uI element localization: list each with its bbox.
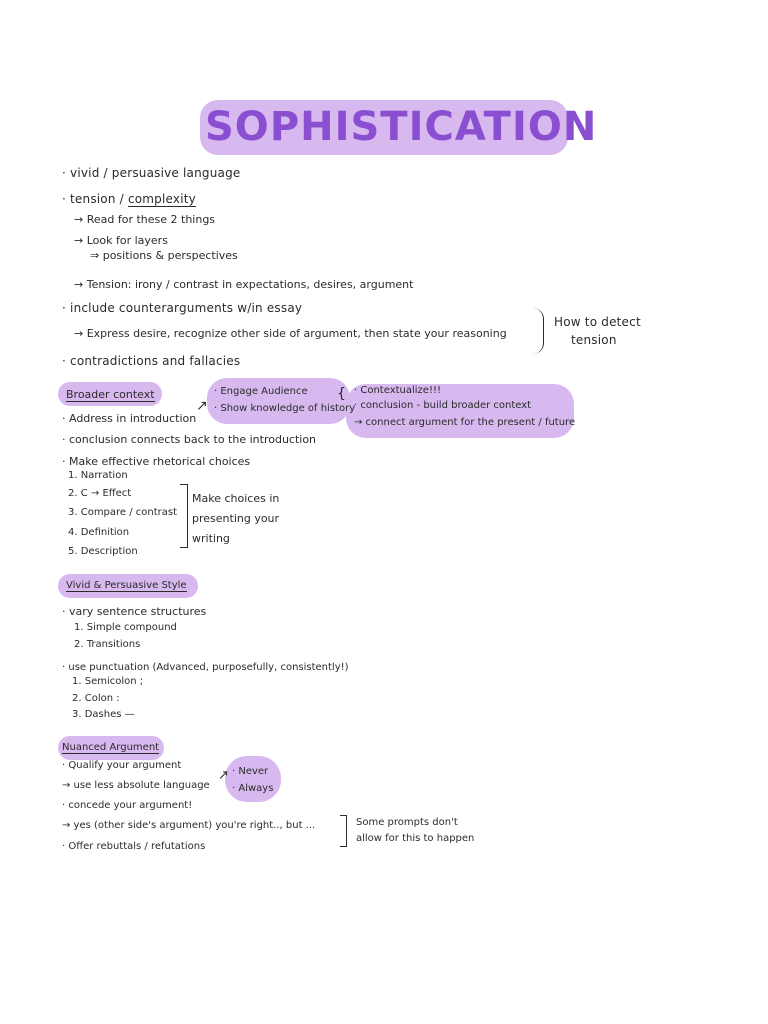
sub-yes: → yes (other side's argument) you're right.., but ... <box>62 820 316 831</box>
conclusion-build: · conclusion - build broader context <box>354 400 532 411</box>
rhetorical-item-3: 3. Compare / contrast <box>68 507 178 518</box>
note-detect-2: tension <box>571 333 617 347</box>
show-knowledge: · Show knowledge of history <box>214 403 356 414</box>
bullet-tension-prefix: · tension / <box>62 192 128 206</box>
sub-express: → Express desire, recognize other side of argument, then state your reasoning <box>74 327 507 340</box>
choices-1: Make choices in <box>192 492 280 505</box>
connect-argument: → connect argument for the present / future <box>354 417 576 428</box>
prompts-2: allow for this to happen <box>356 833 475 844</box>
detect-brace <box>533 308 544 354</box>
rhetorical-item-2: 2. C → Effect <box>68 488 132 499</box>
bullet-rhetorical: · Make effective rhetorical choices <box>62 455 251 468</box>
note-detect-1: How to detect <box>554 315 641 329</box>
arrow-to-engage: ↗ <box>196 398 208 414</box>
rhetorical-item-4: 4. Definition <box>68 527 130 538</box>
punct-item-3: 3. Dashes — <box>72 709 135 720</box>
bullet-concede: · concede your argument! <box>62 800 193 811</box>
vary-item-2: 2. Transitions <box>74 639 141 650</box>
sub-look: → Look for layers <box>74 234 168 247</box>
bullet-punctuation: · use punctuation (Advanced, purposefully, consistently!) <box>62 662 349 673</box>
choices-3: writing <box>192 532 230 545</box>
vary-item-1: 1. Simple compound <box>74 622 177 633</box>
page-title: SOPHISTICATION <box>205 104 598 150</box>
rhetorical-item-5: 5. Description <box>68 546 138 557</box>
engage-audience: · Engage Audience <box>214 386 308 397</box>
arrow-to-never: ↗ <box>218 768 229 783</box>
contextualize: · Contextualize!!! <box>354 385 441 396</box>
choices-bracket <box>180 484 188 548</box>
never-always-highlight <box>225 756 281 802</box>
rhetorical-item-1: 1. Narration <box>68 470 128 481</box>
sub-positions: ⇒ positions & perspectives <box>90 249 238 262</box>
punct-item-2: 2. Colon : <box>72 693 120 704</box>
brace-small: { <box>337 386 346 402</box>
prompts-bracket <box>340 815 347 847</box>
punct-item-1: 1. Semicolon ; <box>72 676 144 687</box>
bullet-vary: · vary sentence structures <box>62 605 207 618</box>
engage-highlight <box>207 378 350 424</box>
never: · Never <box>232 766 269 777</box>
bullet-vivid-language: · vivid / persuasive language <box>62 166 241 180</box>
prompts-1: Some prompts don't <box>356 817 458 828</box>
always: · Always <box>232 783 274 794</box>
bullet-tension-complexity: complexity <box>127 192 196 206</box>
bullet-address: · Address in introduction <box>62 412 197 425</box>
bullet-offer: · Offer rebuttals / refutations <box>62 841 206 852</box>
bullet-tension <box>62 192 196 206</box>
vivid-heading: Vivid & Persuasive Style <box>66 580 187 591</box>
sub-less-absolute: → use less absolute language <box>62 780 210 791</box>
choices-2: presenting your <box>192 512 280 525</box>
bullet-qualify: · Qualify your argument <box>62 760 182 771</box>
bullet-contradictions: · contradictions and fallacies <box>62 354 241 368</box>
bullet-conclusion: · conclusion connects back to the introduction <box>62 433 317 446</box>
sub-read: → Read for these 2 things <box>74 213 216 226</box>
nuanced-heading: Nuanced Argument <box>62 742 160 753</box>
broader-heading: Broader context <box>66 388 155 401</box>
bullet-counterarguments: · include counterarguments w/in essay <box>62 301 303 315</box>
sub-tension: → Tension: irony / contrast in expectations, desires, argument <box>74 278 414 291</box>
